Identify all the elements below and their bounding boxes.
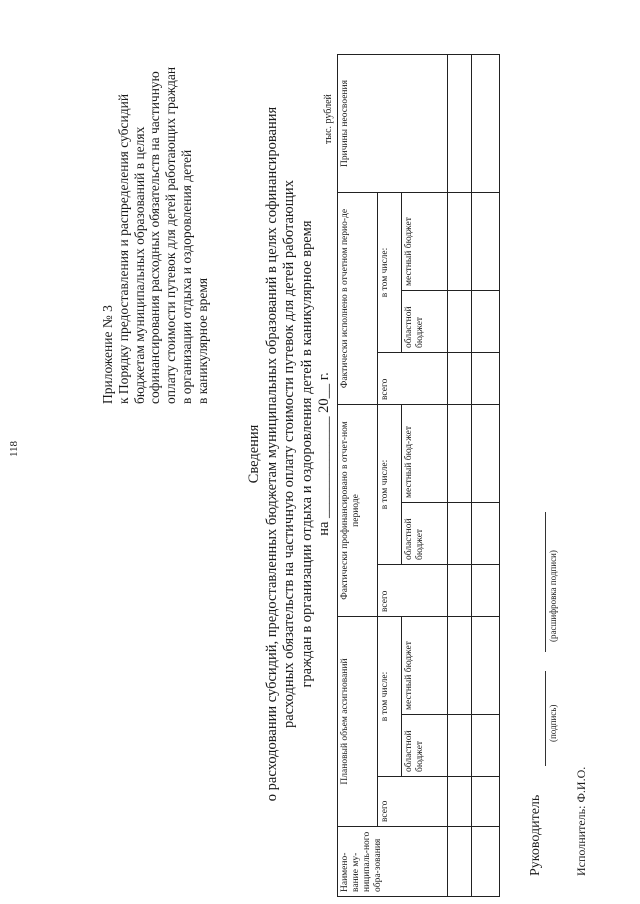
empty-cell	[472, 565, 500, 617]
empty-cell	[448, 715, 472, 777]
empty-cell	[448, 827, 472, 897]
appendix-note	[100, 66, 211, 404]
header-including: в том числе:	[378, 405, 402, 565]
header-executed: Фактически исполнено в отчетном перио-де	[338, 193, 378, 405]
decode-caption: (расшифровка подписи)	[548, 550, 558, 642]
header-municipality: Наимено-вание му-ниципаль-ного обра-зования	[338, 827, 448, 897]
header-reasons: Причины неосвоения	[338, 55, 448, 193]
empty-cell	[472, 503, 500, 565]
executor-label: Исполнитель: Ф.И.О.	[574, 766, 588, 876]
head-label: Руководитель	[528, 794, 543, 876]
signature-caption: (подпись)	[548, 704, 558, 742]
report-table	[337, 54, 500, 897]
appendix-line: в каникулярное время	[194, 277, 210, 404]
empty-cell	[448, 405, 472, 503]
page-number: 118	[8, 440, 20, 458]
empty-cell	[472, 193, 500, 291]
empty-cell	[472, 353, 500, 405]
empty-cell	[448, 503, 472, 565]
title-line: расходных обязательств на частичную оплату стоимости путевок для детей работающих	[281, 180, 297, 728]
header-local: местный бюджет	[402, 617, 448, 715]
title-line: граждан в организации отдыха и оздоровления детей в каникулярное время	[298, 220, 315, 688]
empty-cell	[448, 193, 472, 291]
header-financed: Фактически профинансировано в отчет-ном периоде	[338, 405, 378, 617]
header-including: в том числе:	[378, 193, 402, 353]
header-total: всего	[378, 353, 448, 405]
units-label: тыс. рублей	[323, 94, 334, 144]
rotated-document-page	[0, 4, 636, 904]
empty-cell	[472, 291, 500, 353]
header-total: всего	[378, 777, 448, 827]
empty-cell	[448, 617, 472, 715]
title-date-line: на ______________ 20__ г.	[316, 372, 332, 536]
header-including: в том числе:	[378, 617, 402, 777]
appendix-line: бюджетам муниципальных образований в целях	[131, 126, 147, 404]
empty-cell	[472, 617, 500, 715]
decode-line	[545, 512, 546, 652]
signature-line	[545, 671, 546, 766]
header-planned: Плановый объем ассигнований	[338, 617, 378, 827]
empty-cell	[472, 405, 500, 503]
empty-cell	[448, 55, 472, 193]
header-regional: областной бюджет	[402, 715, 448, 777]
empty-cell	[472, 777, 500, 827]
table-row	[472, 55, 500, 897]
empty-cell	[448, 291, 472, 353]
appendix-line: к Порядку предоставления и распределения субсидий	[115, 93, 131, 404]
empty-cell	[472, 827, 500, 897]
appendix-line: в организации отдыха и оздоровления детей	[178, 149, 194, 404]
empty-cell	[448, 777, 472, 827]
header-total: всего	[378, 565, 448, 617]
empty-cell	[472, 715, 500, 777]
appendix-line: оплату стоимости путевок для детей работающих граждан	[163, 66, 179, 404]
appendix-line: софинансирования расходных обязательств на частичную	[147, 71, 163, 404]
appendix-line: Приложение № 3	[100, 305, 115, 404]
header-local: местный бюджет	[402, 193, 448, 291]
title-heading: Сведения	[246, 424, 262, 484]
document-title	[246, 64, 334, 844]
empty-cell	[472, 55, 500, 193]
table-row	[448, 55, 472, 897]
empty-cell	[448, 353, 472, 405]
header-regional: областной бюджет	[402, 291, 448, 353]
empty-cell	[448, 565, 472, 617]
header-local: местный бюд-жет	[402, 405, 448, 503]
title-line: о расходовании субсидий, предоставленных бюджетам муниципальных образований в целях софинансирования	[263, 106, 280, 802]
header-regional: областной бюджет	[402, 503, 448, 565]
